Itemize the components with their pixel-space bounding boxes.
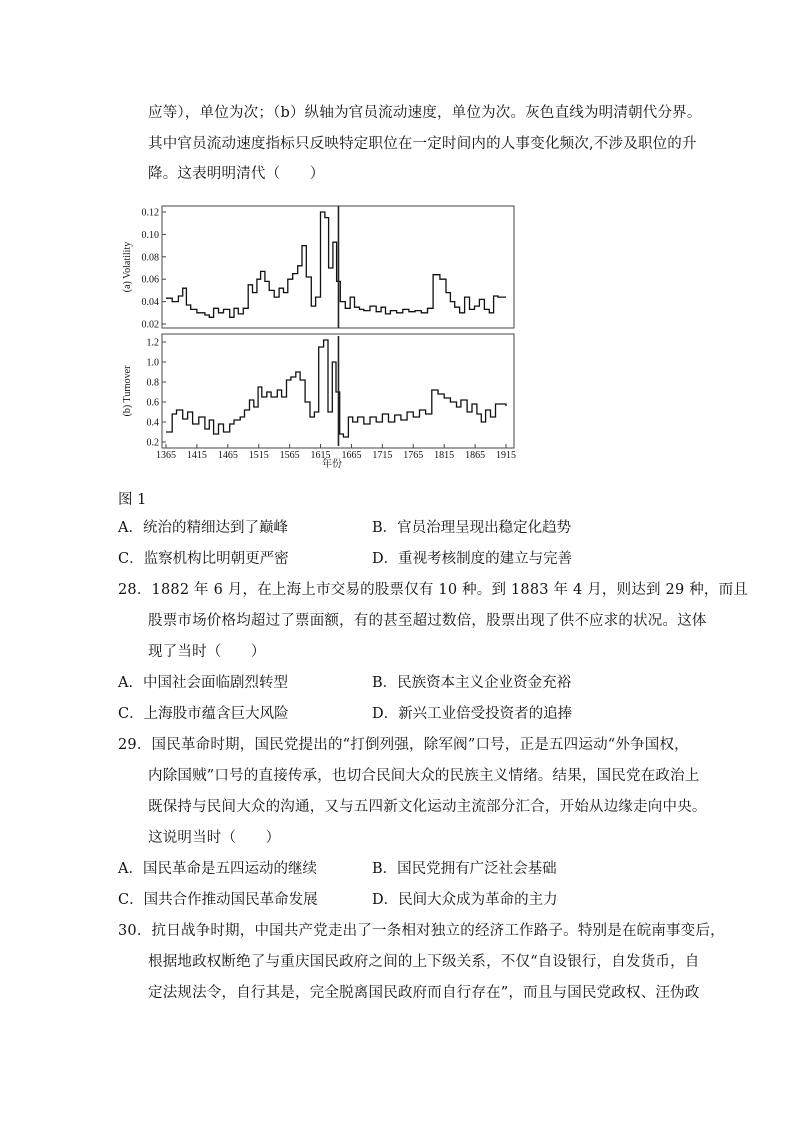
q28-option-b[interactable]: B．民族资本主义企业资金充裕	[372, 675, 572, 691]
xtick-label: 1465	[217, 450, 238, 461]
q27-option-d[interactable]: D．重视考核制度的建立与完善	[372, 551, 573, 567]
q27-option-c[interactable]: C．监察机构比明朝更严密	[118, 551, 289, 567]
ytick-label: 0.04	[141, 297, 159, 309]
q27-option-a[interactable]: A．统治的精细达到了巅峰	[118, 520, 288, 536]
volatility-ylabel: (a) Volatility	[122, 241, 133, 293]
ytick-label: 0.6	[146, 397, 159, 409]
figure-caption: 图 1	[118, 492, 147, 508]
turnover-series-line	[166, 340, 506, 437]
q29-text-line-4: 这说明当时（ ）	[148, 830, 281, 846]
q27-text-line-1: 应等），单位为次；（b）纵轴为官员流动速度，单位为次。灰色直线为明清朝代分界。	[148, 105, 702, 121]
q29-option-d[interactable]: D．民间大众成为革命的主力	[372, 892, 558, 908]
q29-option-a[interactable]: A．国民革命是五四运动的继续	[118, 861, 317, 877]
ytick-label: 0.2	[146, 437, 159, 449]
xtick-label: 1365	[156, 450, 176, 461]
q29-option-c[interactable]: C．国共合作推动国民革命发展	[118, 892, 318, 908]
q28-option-a[interactable]: A．中国社会面临剧烈转型	[118, 675, 288, 691]
ytick-label: 0.06	[141, 274, 159, 286]
q30-text-line-3: 定法规法令，自行其是，完全脱离国民政府而自行存在”，而且与国民党政权、汪伪政	[148, 985, 700, 1001]
ytick-label: 1.0	[146, 357, 159, 369]
xtick-label: 1815	[434, 450, 455, 461]
q29-text-line-3: 既保持与民间大众的沟通，又与五四新文化运动主流部分汇合，开始从边缘走向中央。	[148, 799, 707, 815]
ytick-label: 1.2	[146, 337, 159, 349]
xtick-label: 1715	[372, 450, 393, 461]
q29-text-line-2: 内除国贼”口号的直接传承，也切合民间大众的民族主义情绪。结果，国民党在政治上	[148, 768, 700, 784]
figure-1-chart	[118, 196, 518, 471]
q28-text-line-2: 股票市场价格均超过了票面额，有的甚至超过数倍，股票出现了供不应求的状况。这体	[148, 613, 707, 629]
xtick-label: 1865	[465, 450, 486, 461]
ytick-label: 0.02	[141, 319, 159, 331]
volatility-series-line	[166, 212, 506, 317]
x-axis-label: 年份	[322, 459, 342, 470]
turnover-ylabel: (b) Turnover	[122, 365, 133, 417]
q27-text-line-3: 降。这表明明清代（ ）	[148, 166, 325, 182]
xtick-label: 1515	[248, 450, 269, 461]
q30-text-line-1: 30．抗日战争时期，中国共产党走出了一条相对独立的经济工作路子。特别是在皖南事变后，	[118, 923, 725, 939]
q28-text-line-1: 28．1882 年 6 月，在上海上市交易的股票仅有 10 种。到 1883 年 4 月，则达到 29 种，而且	[118, 582, 749, 598]
q28-option-c[interactable]: C．上海股市蕴含巨大风险	[118, 706, 289, 722]
xtick-label: 1915	[496, 450, 516, 461]
q30-text-line-2: 根据地政权断绝了与重庆国民政府之间的上下级关系，不仅“自设银行，自发货币，自	[148, 954, 700, 970]
q28-text-line-3: 现了当时（ ）	[148, 644, 266, 660]
ytick-label: 0.08	[141, 252, 159, 264]
ytick-label: 0.8	[146, 377, 159, 389]
q27-text-line-2: 其中官员流动速度指标只反映特定职位在一定时间内的人事变化频次,不涉及职位的升	[148, 136, 697, 152]
q29-text-line-1: 29．国民革命时期，国民党提出的“打倒列强，除军阀”口号，正是五四运动“外争国权，	[118, 737, 689, 753]
xtick-label: 1765	[403, 450, 424, 461]
xtick-label: 1665	[341, 450, 362, 461]
ytick-label: 0.12	[141, 207, 159, 219]
q28-option-d[interactable]: D．新兴工业倍受投资者的追捧	[372, 706, 573, 722]
xtick-label: 1565	[279, 450, 300, 461]
ytick-label: 0.10	[141, 229, 159, 241]
xtick-label: 1415	[186, 450, 207, 461]
q27-option-b[interactable]: B．官员治理呈现出稳定化趋势	[372, 520, 572, 536]
q29-option-b[interactable]: B．国民党拥有广泛社会基础	[372, 861, 557, 877]
ytick-label: 0.4	[146, 417, 159, 429]
xtick-label: 1615	[310, 450, 331, 461]
